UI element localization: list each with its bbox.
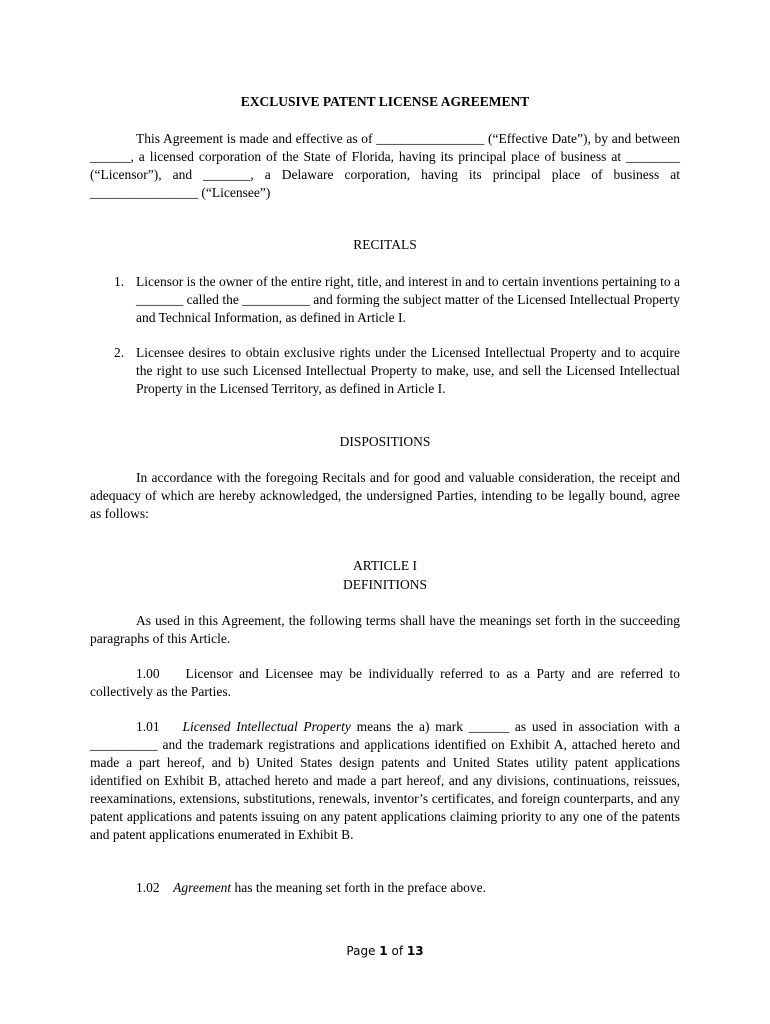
section-1-02 [90,879,680,897]
page-label: Page [346,944,376,958]
recital-item [90,344,680,398]
recitals-heading: RECITALS [353,237,417,252]
recital-number: 1. [114,274,125,289]
recital-text: Licensor is the owner of the entire right, title, and interest in and to certain inventions pertaining to a _______ called the __________ and forming the subject matter of the Licensed Intellectual Property and Technical Information, as defined in Article I. [136,274,680,325]
recital-item [90,273,680,327]
dispositions-heading: DISPOSITIONS [339,434,431,449]
page-footer [0,942,770,960]
page-current: 1 [379,944,388,958]
of-label: of [391,944,404,958]
section-text: has the meaning set forth in the preface above. [231,880,487,895]
section-number: 1.01 [136,719,160,734]
section-number: 1.00 [136,666,160,681]
section-text: means the a) mark ______ as used in association with a __________ and the trademark registrations and applications identified on Exhibit A, attached hereto and made a part hereof, and b) United States design patents and United States utility patent applications identified on Exhibit B, attached hereto and made a part hereof, and any divisions, continuations, reissues, reexaminations, extensions, substitutions, renewals, inventor’s certificates, and foreign counterparts, and any patent applications and patents issuing on any patent applications claiming priority to any one of the patents and patent applications enumerated in Exhibit B. [90,719,680,842]
defined-term: Agreement [173,880,232,895]
section-number: 1.02 [136,880,160,895]
preamble-paragraph: This Agreement is made and effective as of ________________ (“Effective Date”), by and between ______, a licensed corporation of the State of Florida, having its principal place of business at ________ (“Licensor”), and _______, a Delaware corporation, having its principal place of business at ________________ (“Licensee”) [90,131,680,200]
section-text: Licensor and Licensee may be individually referred to as a Party and are referred to collectively as the Parties. [90,666,681,699]
section-1-01 [90,718,680,844]
page-total: 13 [406,944,424,958]
article-subheading: DEFINITIONS [343,577,427,592]
definitions-intro-paragraph: As used in this Agreement, the following terms shall have the meanings set forth in the succeeding paragraphs of this Article. [90,613,680,646]
section-1-00 [90,665,680,701]
dispositions-paragraph: In accordance with the foregoing Recitals and for good and valuable consideration, the receipt and adequacy of which are hereby acknowledged, the undersigned Parties, intending to be legally bound, agree as follows: [90,470,680,521]
defined-term: Licensed Intellectual Property [182,719,351,734]
document-title: EXCLUSIVE PATENT LICENSE AGREEMENT [240,94,530,109]
article-heading: ARTICLE I [352,558,418,573]
recital-text: Licensee desires to obtain exclusive rights under the Licensed Intellectual Property and to acquire the right to use such Licensed Intellectual Property to make, use, and sell the Licensed Intellectual Property in the Licensed Territory, as defined in Article I. [136,345,680,396]
recital-number: 2. [114,345,125,360]
